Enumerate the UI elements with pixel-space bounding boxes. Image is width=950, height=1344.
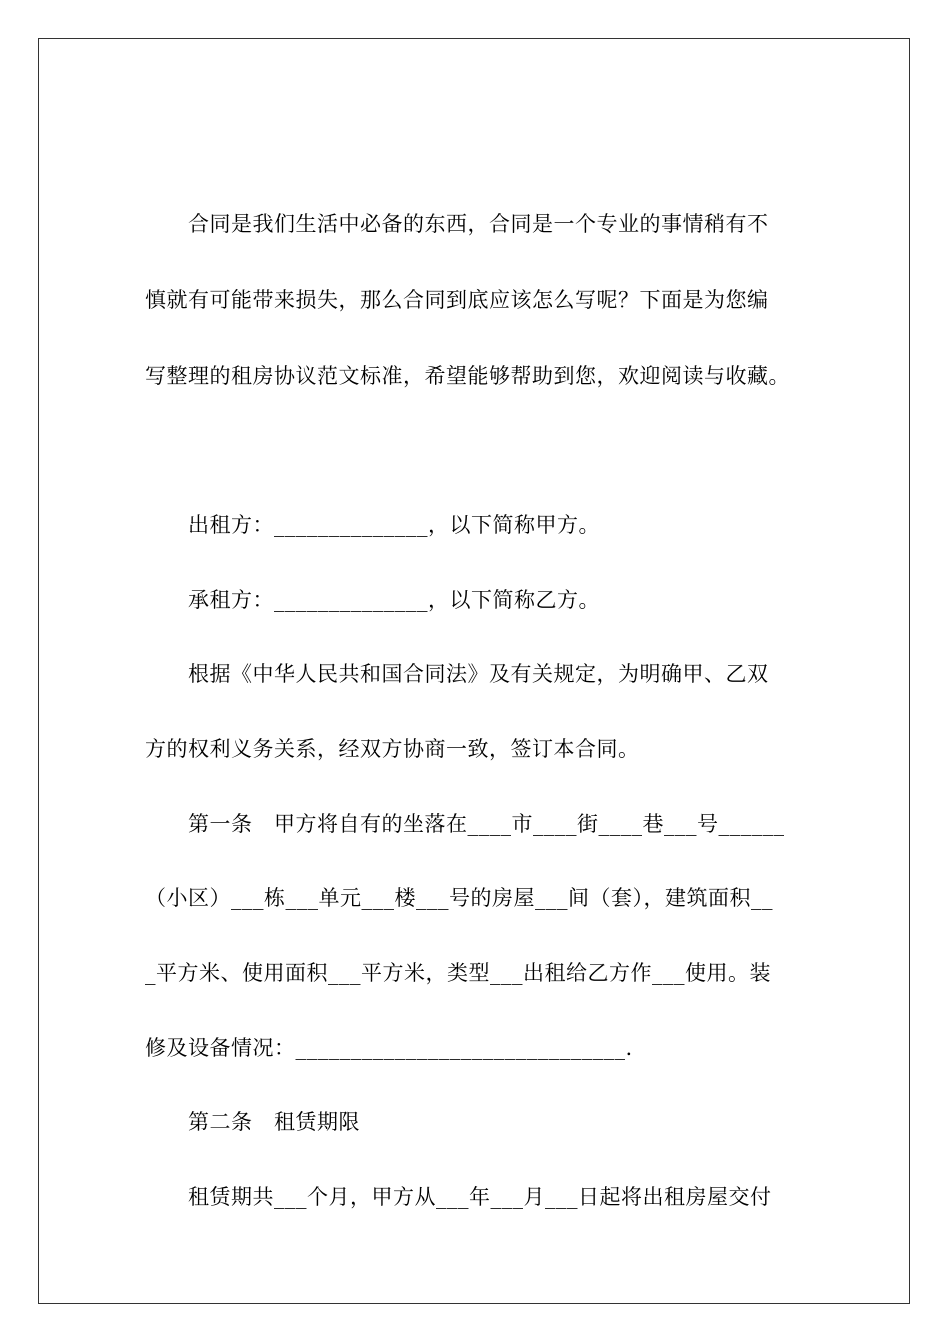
intro-line-3: 写整理的租房协议范文标准，希望能够帮助到您，欢迎阅读与收藏。 — [145, 364, 790, 388]
article1-line-1: 第一条 甲方将自有的坐落在____市____街____巷___号______ — [145, 812, 785, 836]
article1-line-3: _平方米、使用面积___平方米，类型___出租给乙方作___使用。装 — [145, 961, 771, 985]
preamble-line-2: 方的权利义务关系，经双方协商一致，签订本合同。 — [145, 737, 640, 761]
article2-title: 第二条 租赁期限 — [145, 1110, 360, 1134]
preamble-line-1: 根据《中华人民共和国合同法》及有关规定，为明确甲、乙双 — [145, 662, 769, 686]
intro-line-2: 慎就有可能带来损失，那么合同到底应该怎么写呢？下面是为您编 — [145, 288, 769, 312]
lessee-line: 承租方：______________，以下简称乙方。 — [145, 588, 600, 612]
lessor-line: 出租方：______________，以下简称甲方。 — [145, 513, 600, 537]
intro-line-1: 合同是我们生活中必备的东西，合同是一个专业的事情稍有不 — [145, 212, 769, 236]
article2-line-1: 租赁期共___个月，甲方从___年___月___日起将出租房屋交付 — [145, 1185, 772, 1209]
article1-line-2: （小区）___栋___单元___楼___号的房屋___间（套），建筑面积__ — [145, 886, 773, 910]
article1-line-4: 修及设备情况：______________________________. — [145, 1036, 633, 1060]
